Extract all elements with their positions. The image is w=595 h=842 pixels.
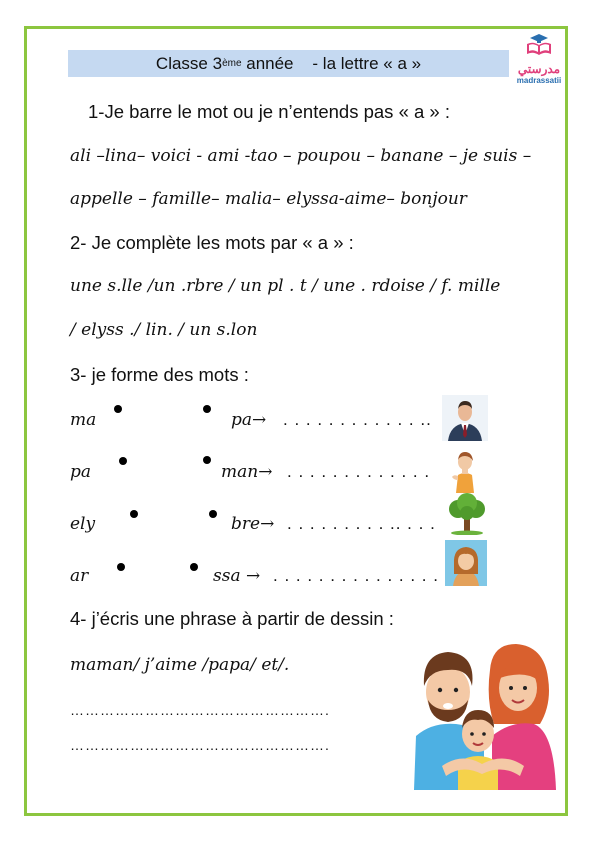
- row-left-word: ely: [70, 514, 96, 534]
- match-dot[interactable]: [117, 563, 125, 571]
- title-sup: ème: [222, 58, 242, 69]
- answer-blank[interactable]: . . . . . . . . . . . . ..: [283, 410, 432, 429]
- logo-arabic: مدرستي: [517, 62, 561, 76]
- row-right-word: man→: [221, 462, 273, 482]
- write-line-2[interactable]: …………………………………………….: [70, 737, 330, 753]
- q1-line1: ali –lina– voici - ami -tao – poupou – banane – je suis –: [70, 146, 532, 166]
- madrassatii-logo: [514, 32, 564, 88]
- title-prefix: Classe 3: [155, 53, 223, 73]
- q2-line2: / elyss ./ lin. / un s.lon: [70, 320, 258, 340]
- match-dot[interactable]: [119, 457, 127, 465]
- q1-line2: appelle – famille– malia– elyssa-aime– bonjour: [70, 189, 467, 209]
- match-dot[interactable]: [190, 563, 198, 571]
- match-dot[interactable]: [114, 405, 122, 413]
- tree-icon: [445, 493, 489, 535]
- woman-icon: [446, 447, 484, 493]
- title-suffix: année - la lettre « a »: [241, 53, 422, 73]
- book-icon: [524, 32, 554, 56]
- q4-title: 4- j’écris une phrase à partir de dessin :: [70, 608, 394, 629]
- row-left-word: ma: [70, 410, 97, 430]
- q4-words: maman/ j’aime /papa/ et/.: [70, 655, 290, 675]
- family-illustration: [412, 640, 562, 790]
- answer-blank[interactable]: . . . . . . . . . . . . .: [287, 462, 431, 481]
- logo-latin: madrassatii: [516, 76, 562, 85]
- match-dot[interactable]: [203, 456, 211, 464]
- row-left-word: ar: [70, 566, 89, 586]
- answer-blank[interactable]: . . . . . . . . . . . . . . .: [273, 566, 439, 585]
- q1-title: 1-Je barre le mot ou je n’entends pas « a » :: [88, 101, 450, 122]
- row-right-word: pa→: [231, 410, 267, 430]
- answer-blank[interactable]: . . . . . . . . . .. . . .: [287, 514, 436, 533]
- q3-title: 3- je forme des mots :: [70, 364, 249, 385]
- match-dot[interactable]: [203, 405, 211, 413]
- write-line-1[interactable]: …………………………………………….: [70, 702, 330, 718]
- q2-line1: une s.lle /un .rbre / un pl . t / une . rdoise / f. mille: [70, 276, 501, 296]
- man-in-suit-icon: [442, 395, 488, 441]
- q2-title: 2- Je complète les mots par « a » :: [70, 232, 354, 253]
- girl-icon: [445, 540, 487, 586]
- match-dot[interactable]: [130, 510, 138, 518]
- row-left-word: pa: [70, 462, 92, 482]
- page-title: [68, 50, 509, 77]
- match-dot[interactable]: [209, 510, 217, 518]
- row-right-word: bre→: [231, 514, 275, 534]
- row-right-word: ssa →: [213, 566, 261, 586]
